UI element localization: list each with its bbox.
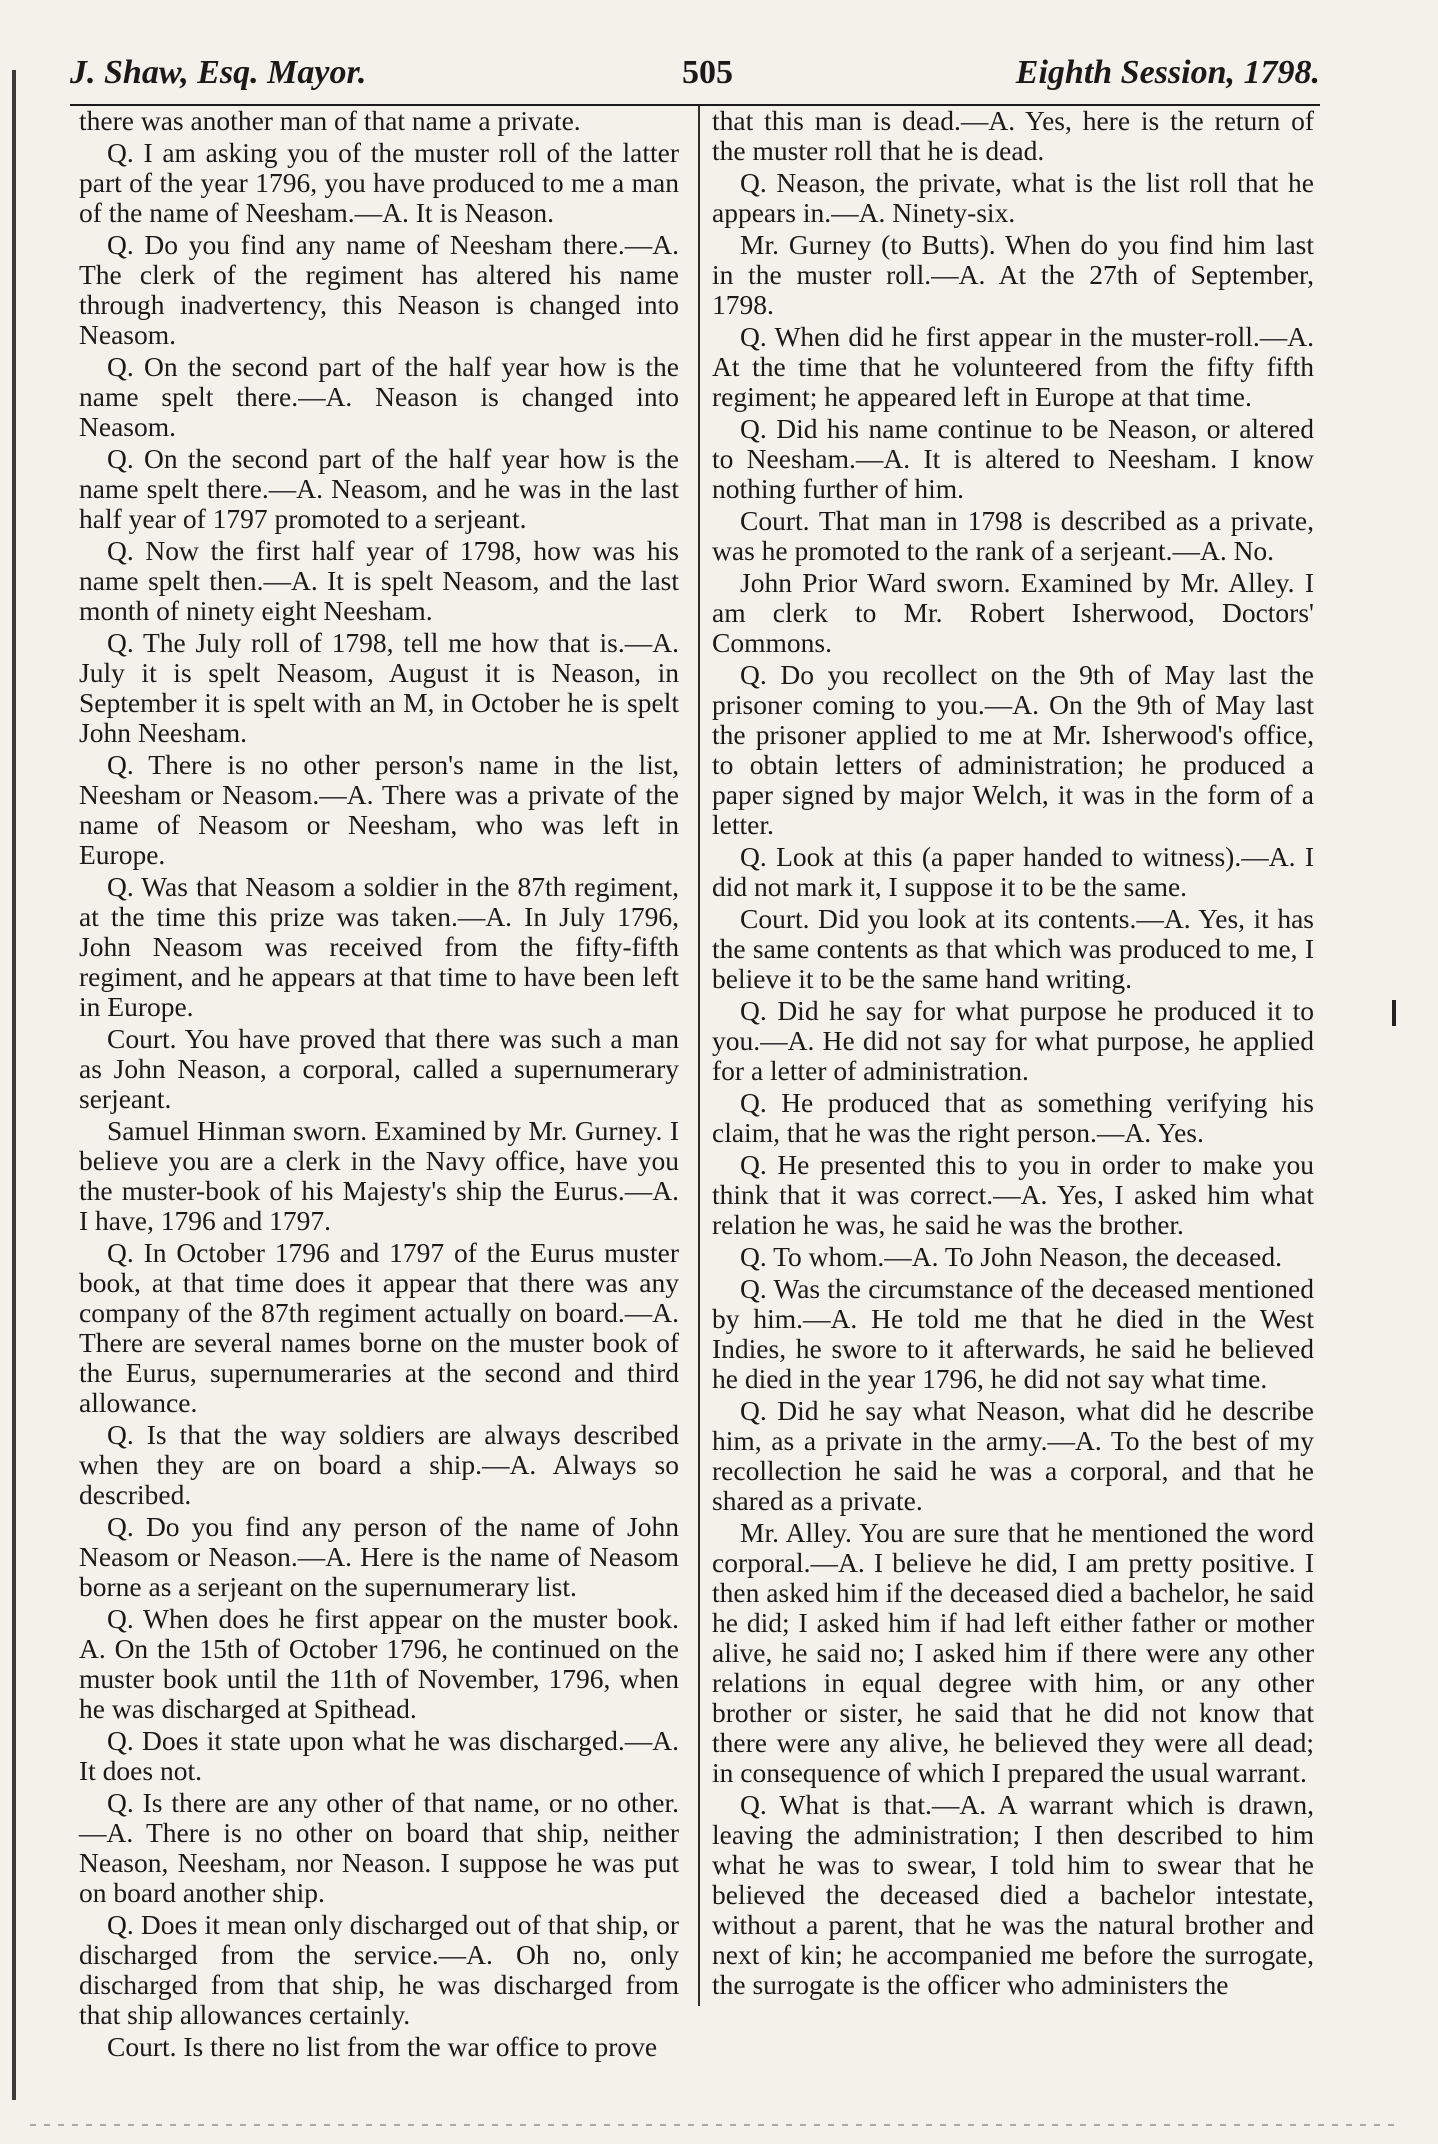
paragraph: Q. In October 1796 and 1797 of the Eurus muster book, at that time does it appear that there was any company of the 87th regiment actually on board.—A. There are several names borne on the muster book of the Eurus, supernumeraries at the second and third allowance.	[79, 1237, 679, 1418]
header-left: J. Shaw, Esq. Mayor.	[70, 54, 367, 91]
paragraph: John Prior Ward sworn. Examined by Mr. Alley. I am clerk to Mr. Robert Isherwood, Doctors' Commons.	[712, 567, 1314, 658]
margin-mark	[1392, 1000, 1396, 1026]
bottom-scan-edge	[30, 2124, 1400, 2126]
paragraph: Q. Did he say for what purpose he produced it to you.—A. He did not say for what purpose, he applied for a letter of administration.	[712, 995, 1314, 1086]
paragraph: Q. Does it state upon what he was discharged.—A. It does not.	[79, 1725, 679, 1786]
paragraph: Q. There is no other person's name in the list, Neesham or Neasom.—A. There was a private of the name of Neasom or Neesham, who was left in Europe.	[79, 749, 679, 870]
paragraph: Q. To whom.—A. To John Neason, the deceased.	[740, 1241, 1282, 1272]
paragraph: Q. When did he first appear in the muster-roll.—A. At the time that he volunteered from the fifty fifth regiment; he appeared left in Europe at that time.	[712, 321, 1314, 412]
paragraph: Mr. Alley. You are sure that he mentioned the word corporal.—A. I believe he did, I am pretty positive. I then asked him if the deceased died a bachelor, he said he did; I asked him if had left either father or mother alive, he said no; I asked him if there were any other relations in equal degree with him, or any other brother or sister, he said that he did not know that there were any alive, he believed they were all dead; in consequence of which I prepared the usual warrant.	[712, 1517, 1314, 1788]
column-divider	[698, 106, 700, 2006]
paragraph: Court. Did you look at its contents.—A. Yes, it has the same contents as that which was produced to me, I believe it to be the same hand writing.	[712, 903, 1314, 994]
binding-edge-rule	[12, 70, 16, 2100]
paragraph: Q. On the second part of the half year how is the name spelt there.—A. Neasom, and he was in the last half year of 1797 promoted to a serjeant.	[79, 443, 679, 534]
paragraph: Q. He produced that as something verifying his claim, that he was the right person.—A. Yes.	[712, 1087, 1314, 1148]
paragraph: Q. I am asking you of the muster roll of the latter part of the year 1796, you have produced to me a man of the name of Neesham.—A. It is Neason.	[79, 137, 679, 228]
paragraph: Q. Does it mean only discharged out of that ship, or discharged from the service.—A. Oh no, only discharged from that ship, he was discharged from that ship allowances certainly.	[79, 1909, 679, 2030]
paragraph: Q. The July roll of 1798, tell me how that is.—A. July it is spelt Neasom, August it is Neason, in September it is spelt with an M, in October he is spelt John Neesham.	[79, 627, 679, 748]
paragraph: Court. Is there no list from the war office to prove	[107, 2031, 658, 2062]
paragraph: there was another man of that name a private.	[79, 105, 581, 136]
page-number: 505	[682, 54, 733, 91]
paragraph: Q. Neason, the private, what is the list roll that he appears in.—A. Ninety-six.	[712, 167, 1314, 228]
paragraph: Q. Now the first half year of 1798, how was his name spelt then.—A. It is spelt Neasom, and the last month of ninety eight Neesham.	[79, 535, 679, 626]
left-column	[79, 106, 679, 2064]
paragraph: Q. He presented this to you in order to make you think that it was correct.—A. Yes, I asked him what relation he was, he said he was the brother.	[712, 1149, 1314, 1240]
paragraph: Court. You have proved that there was such a man as John Neason, a corporal, called a supernumerary serjeant.	[79, 1023, 679, 1114]
paragraph: Court. That man in 1798 is described as a private, was he promoted to the rank of a serjeant.—A. No.	[712, 505, 1314, 566]
paragraph: Q. Did he say what Neason, what did he describe him, as a private in the army.—A. To the best of my recollection he said he was a corporal, and that he shared as a private.	[712, 1395, 1314, 1516]
paragraph: Q. Is that the way soldiers are always described when they are on board a ship.—A. Always so described.	[79, 1419, 679, 1510]
paragraph: that this man is dead.—A. Yes, here is the return of the muster roll that he is dead.	[712, 105, 1314, 166]
header-right: Eighth Session, 1798.	[1015, 54, 1320, 91]
paragraph: Q. Do you find any person of the name of John Neasom or Neason.—A. Here is the name of Neasom borne as a serjeant on the supernumerary list.	[79, 1511, 679, 1602]
paragraph: Q. When does he first appear on the muster book. A. On the 15th of October 1796, he continued on the muster book until the 11th of November, 1796, when he was discharged at Spithead.	[79, 1603, 679, 1724]
paragraph: Q. Look at this (a paper handed to witness).—A. I did not mark it, I suppose it to be the same.	[712, 841, 1314, 902]
running-header	[70, 54, 1320, 106]
paragraph: Q. On the second part of the half year how is the name spelt there.—A. Neason is changed into Neasom.	[79, 351, 679, 442]
paragraph: Q. Is there are any other of that name, or no other.—A. There is no other on board that ship, neither Neason, Neesham, nor Neason. I suppose he was put on board another ship.	[79, 1787, 679, 1908]
paragraph: Q. What is that.—A. A warrant which is drawn, leaving the administration; I then described to him what he was to swear, I told him to swear that he believed the deceased died a bachelor intestate, without a parent, that he was the natural brother and next of kin; he accompanied me before the surrogate, the surrogate is the officer who administers the	[712, 1789, 1314, 2000]
right-column	[712, 106, 1314, 2002]
paragraph: Q. Do you recollect on the 9th of May last the prisoner coming to you.—A. On the 9th of May last the prisoner applied to me at Mr. Isherwood's office, to obtain letters of administration; he produced a paper signed by major Welch, it was in the form of a letter.	[712, 659, 1314, 840]
paragraph: Q. Did his name continue to be Neason, or altered to Neesham.—A. It is altered to Neesham. I know nothing further of him.	[712, 413, 1314, 504]
paragraph: Q. Was the circumstance of the deceased mentioned by him.—A. He told me that he died in the West Indies, he swore to it afterwards, he said he believed he died in the year 1796, he did not say what time.	[712, 1273, 1314, 1394]
paragraph: Q. Do you find any name of Neesham there.—A. The clerk of the regiment has altered his name through inadvertency, this Neason is changed into Neasom.	[79, 229, 679, 350]
paragraph: Mr. Gurney (to Butts). When do you find him last in the muster roll.—A. At the 27th of September, 1798.	[712, 229, 1314, 320]
paragraph: Samuel Hinman sworn. Examined by Mr. Gurney. I believe you are a clerk in the Navy office, have you the muster-book of his Majesty's ship the Eurus.—A. I have, 1796 and 1797.	[79, 1115, 679, 1236]
paragraph: Q. Was that Neasom a soldier in the 87th regiment, at the time this prize was taken.—A. In July 1796, John Neasom was received from the fifty-fifth regiment, and he appears at that time to have been left in Europe.	[79, 871, 679, 1022]
